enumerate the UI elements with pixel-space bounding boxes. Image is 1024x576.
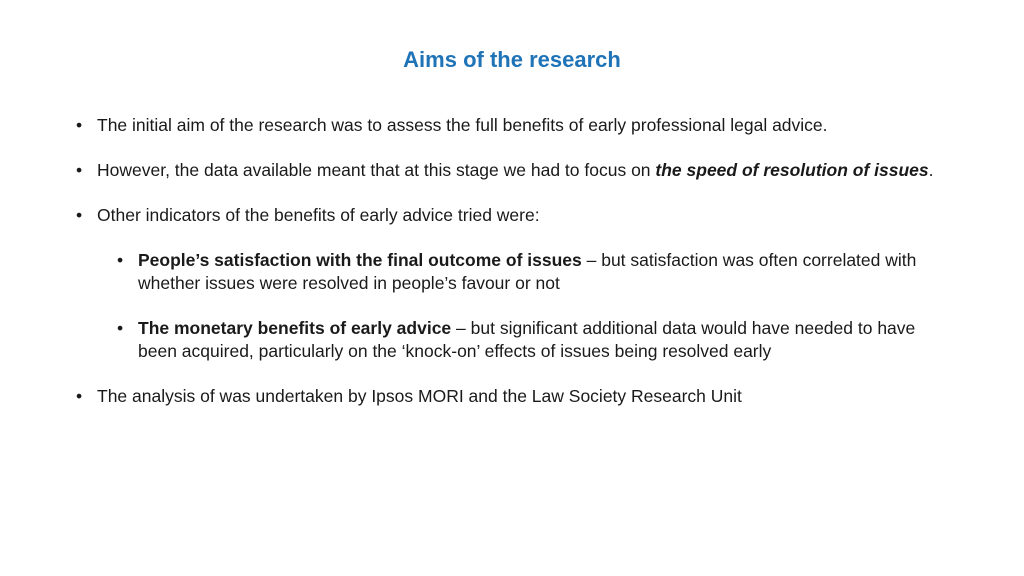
slide-title: Aims of the research (403, 47, 621, 72)
bullet-text-plain: The analysis of was undertaken by Ipsos MORI and the Law Society Research Unit (97, 386, 742, 406)
bullet-text-plain: Other indicators of the benefits of early advice tried were: (97, 205, 540, 225)
bullet-text-suffix: . (928, 160, 934, 180)
bullet-text-plain: The initial aim of the research was to assess the full benefits of early professional legal advice. (97, 115, 828, 135)
bullet-text-prefix: However, the data available meant that at this stage we had to focus on (97, 160, 656, 180)
sub-bullet-item-satisfaction (117, 249, 947, 295)
bullet-dot-icon: • (117, 318, 124, 338)
bullet-dot-icon: • (76, 386, 83, 406)
bullet-item-initial-aim (76, 114, 956, 137)
bullet-item-analysis (76, 385, 956, 408)
bullet-text (97, 159, 956, 182)
bullet-dot-icon: • (76, 205, 83, 225)
bullet-text-bold: People’s satisfaction with the final outcome of issues (138, 250, 582, 270)
bullet-text-emphasis: the speed of resolution of issues (655, 160, 929, 180)
bullet-text-plain: – but satisfaction was often correlated with whether issues were resolved in people’s favour or not (138, 250, 917, 293)
bullet-dot-icon: • (76, 115, 83, 135)
bullet-text (97, 385, 956, 408)
bullet-dot-icon: • (76, 160, 83, 180)
sub-bullet-item-monetary (117, 317, 947, 363)
bullet-item-focus-speed (76, 159, 956, 182)
bullet-text-bold: The monetary benefits of early advice (138, 318, 452, 338)
bullet-text (97, 204, 956, 227)
bullet-dot-icon: • (117, 250, 124, 270)
bullet-text (97, 114, 956, 137)
bullet-list (76, 114, 956, 408)
bullet-text-plain: – but significant additional data would have needed to have been acquired, particularly on the ‘knock-on’ effects of issues being resolved early (138, 318, 916, 361)
bullet-text (138, 249, 947, 295)
bullet-item-other-indicators (76, 204, 956, 227)
bullet-text (138, 317, 947, 363)
